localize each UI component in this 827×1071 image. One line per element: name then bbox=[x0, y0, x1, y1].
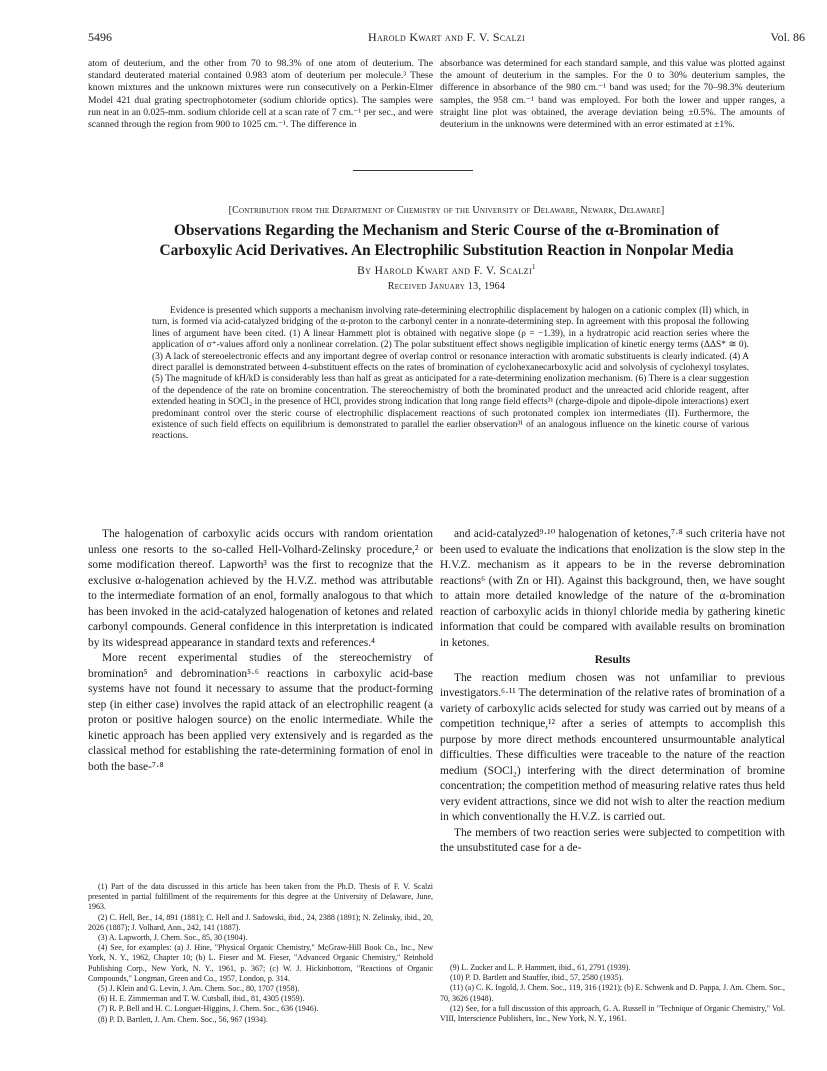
volume-label: Vol. 86 bbox=[770, 30, 805, 44]
abstract: Evidence is presented which supports a mechanism involving rate-determining electrophilic displacement by halogen on a cationic complex (II) which, in turn, is formed via acid-catalyzed bridging of the α-proton to the carbonyl center in a nonrate-determining step. In agreement with this proposal the following lines of argument have been cited. (1) A linear Hammett plot is obtained with negative slope (ρ = −1.39), in a hydratropic acid reaction series where the application of σ⁺-values afford only a nonlinear correlation. (2) The polar substituent effect shows negligible implication of kinetic energy terms (ΔΔS* ≅ 0). (3) A lack of stereoelectronic effects and any important degree of overlap control or resonance interaction with aromatic substituents is clearly indicated. (4) A direct parallel is demonstrated between 4-substituent effects on the rates of bromination of cyclohexanecarboxylic acid and solvolysis of cyclohexyl tosylates. (5) The magnitude of kH/kD is considerably less than half as great as anticipated for a rate-determining enolization mechanism. (6) There is a clear suggestion of the dependence of the rate on bromine concentration. The stereochemistry of both the brominated product and the unreacted acid chloride reagent, after extended heating in SOCl₂ in the presence of HCl, provides strong indication that long range field effects³¹ (charge-dipole and dipole-dipole interactions) exert predominant control over the steric course of electrophilic displacement reactions of such protonated complex ion intermediates (II). Furthermore, the existence of such field effects on equilibrium is demonstrated to parallel the earlier observation³¹ of an analogous influence on the kinetic course of various reactions. bbox=[152, 306, 749, 442]
footnote: (3) A. Lapworth, J. Chem. Soc., 85, 30 (1904). bbox=[98, 933, 248, 943]
body-paragraph: The reaction medium chosen was not unfamiliar to previous investigators.⁶·¹¹ The determination of the relative rates of bromination of a variety of carboxylic acids selected for study was carried out by means of a competition technique,¹² after a series of attempts to accomplish this purpose by more direct methods encountered unsurmountable analytical difficulties. These difficulties were traceable to the nature of the reaction medium (SOCl₂) interfering with the direct determination of bromine concentration; the competition method of measuring relative rates thus held very evident attractions, since we did not wish to alter the reaction medium in which conventionally the H.V.Z. is carried out. bbox=[440, 671, 785, 823]
author-line bbox=[88, 263, 805, 277]
body-column-right bbox=[440, 527, 785, 857]
footnote: (5) J. Klein and G. Levin, J. Am. Chem. Soc., 80, 1707 (1958). bbox=[98, 984, 300, 994]
body-paragraph: More recent experimental studies of the stereochemistry of bromination⁵ and debromination⁵·⁶ reactions in carboxylic acid-base systems have not found it necessary to assume that the product-forming step (in either case) involves the rapid attack of an electrophilic reagent (a proton or positive halogen source) on the enolic intermediate. While the kinetic approach has been applied very extensively and is regarded as the classical method for establishing the rate-determining formation of enol in both the base-⁷·⁸ bbox=[88, 652, 433, 773]
continued-text-left: atom of deuterium, and the other from 70 to 98.3% of one atom of deuterium. The standard deuterated material contained 0.983 atom of deuterium per molecule.³ These known mixtures and the unknown mixtures were run consecutively on a Perkin-Elmer Model 421 dual grating spectrophotometer (sodium chloride optics). The samples were run neat in an 0.025-mm. sodium chloride cell at a scan rate of 7 cm.⁻¹ per sec., and were scanned through the region from 900 to 1025 cm.⁻¹. The difference in bbox=[88, 58, 433, 131]
article-title-line-2: Carboxylic Acid Derivatives. An Electrophilic Substitution Reaction in Nonpolar Media bbox=[159, 241, 734, 259]
footnotes-right bbox=[440, 963, 785, 1024]
footnote: (2) C. Hell, Ber., 14, 891 (1881); C. Hell and J. Sadowski, ibid., 24, 2388 (1891); N. Zelinsky, ibid., 20, 2026 (1887); J. Volhard, Ann., 242, 141 (1887). bbox=[88, 912, 433, 932]
body-paragraph: and acid-catalyzed⁹·¹⁰ halogenation of ketones,⁷·⁸ such criteria have not been used to evaluate the indications that enolization is the slow step in the H.V.Z. mechanism as it appears to be in the reverse debromination reactions⁶ (with Zn or HI). Against this background, then, we have sought to attain more detailed knowledge of the nature of the α-bromination reaction of carboxylic acids in thionyl chloride media by gathering kinetic information that could be compared with available results on bromination in ketones. bbox=[440, 528, 785, 649]
received-date: Received January 13, 1964 bbox=[387, 281, 506, 292]
footnote: (12) See, for a full discussion of this approach, G. A. Russell in "Technique of Organic Chemistry," Vol. VIII, Interscience Publishers, Inc., New York, N. Y., 1961. bbox=[440, 1003, 785, 1024]
footnote: (8) P. D. Bartlett, J. Am. Chem. Soc., 56, 967 (1934). bbox=[98, 1014, 268, 1024]
body-column-left bbox=[88, 527, 433, 775]
footnotes-left bbox=[88, 882, 433, 1025]
section-divider bbox=[353, 170, 473, 171]
body-paragraph: The members of two reaction series were subjected to competition with the unsubstituted case for a de- bbox=[440, 826, 785, 854]
page-number: 5496 bbox=[88, 30, 112, 44]
results-heading: Results bbox=[594, 654, 631, 666]
article-title-line-1: Observations Regarding the Mechanism and Steric Course of the α-Bromination of bbox=[173, 222, 720, 239]
running-title: Harold Kwart and F. V. Scalzi bbox=[368, 30, 525, 44]
author-footnote-marker: 1 bbox=[532, 263, 536, 271]
footnote: (9) L. Zucker and L. P. Hammett, ibid., 61, 2791 (1939). bbox=[450, 963, 631, 972]
body-paragraph: The halogenation of carboxylic acids occurs with random orientation unless one resorts to the so-called Hell-Volhard-Zelinsky procedure,² or some modification thereof. Lapworth³ was the first to recognize that the exclusive α-halogenation achieved by the H.V.Z. method was attributable to the intermediate formation of an enol, formally analogous to that which has been invoked in the acid-catalyzed halogenation of ketones and related carbonyl compounds. General confidence in this interpretation is indicated by its widespread appearance in standard texts and references.⁴ bbox=[88, 528, 433, 649]
continued-text-right: absorbance was determined for each standard sample, and this value was plotted against the amount of deuterium in the samples. For the 0 to 30% deuterium samples, the difference in absorbance of the 980 cm.⁻¹ band was used; for the 70–98.3% deuterium samples, the 958 cm.⁻¹ band was employed. For both the lower and upper ranges, a straight line plot was obtained, the average deviation being ±0.5%. The amounts of deuterium in the unknowns were determined with an error estimated at ±1%. bbox=[440, 58, 785, 131]
footnote: (6) H. E. Zimmerman and T. W. Cutsball, ibid., 81, 4305 (1959). bbox=[98, 994, 305, 1004]
footnote: (11) (a) C. K. Ingold, J. Chem. Soc., 119, 316 (1921); (b) E. Schwenk and D. Pappa, J. Am. Chem. Soc., 70, 3626 (1948). bbox=[440, 983, 785, 1003]
footnote: (1) Part of the data discussed in this article has been taken from the Ph.D. Thesis of F. V. Scalzi presented in partial fulfillment of the requirements for this degree at the University of Delaware, June, 1963. bbox=[88, 882, 433, 912]
authors: By Harold Kwart and F. V. Scalzi bbox=[357, 264, 533, 277]
footnote: (10) P. D. Bartlett and Stauffer, ibid., 57, 2580 (1935). bbox=[450, 973, 624, 983]
footnote: (7) R. P. Bell and H. C. Longuet-Higgins, J. Chem. Soc., 636 (1946). bbox=[98, 1004, 319, 1014]
running-header bbox=[88, 30, 805, 46]
contribution-line: [Contribution from the Department of Chemistry of the University of Delaware, Newark, Delaware] bbox=[228, 205, 665, 216]
article-title bbox=[88, 221, 805, 260]
footnote: (4) See, for examples: (a) J. Hine, "Physical Organic Chemistry," McGraw-Hill Book Co., Inc., New York, N. Y., 1962, Chapter 10; (b) L. Fieser and M. Fieser, "Advanced Organic Chemistry," Reinhold Publishing Corp., New York, N. Y., 1961, p. 367; (c) W. J. Hickinbottom, "Reactions of Organic Compounds," Longman, Green and Co., 1957, London, p. 314. bbox=[88, 943, 433, 983]
